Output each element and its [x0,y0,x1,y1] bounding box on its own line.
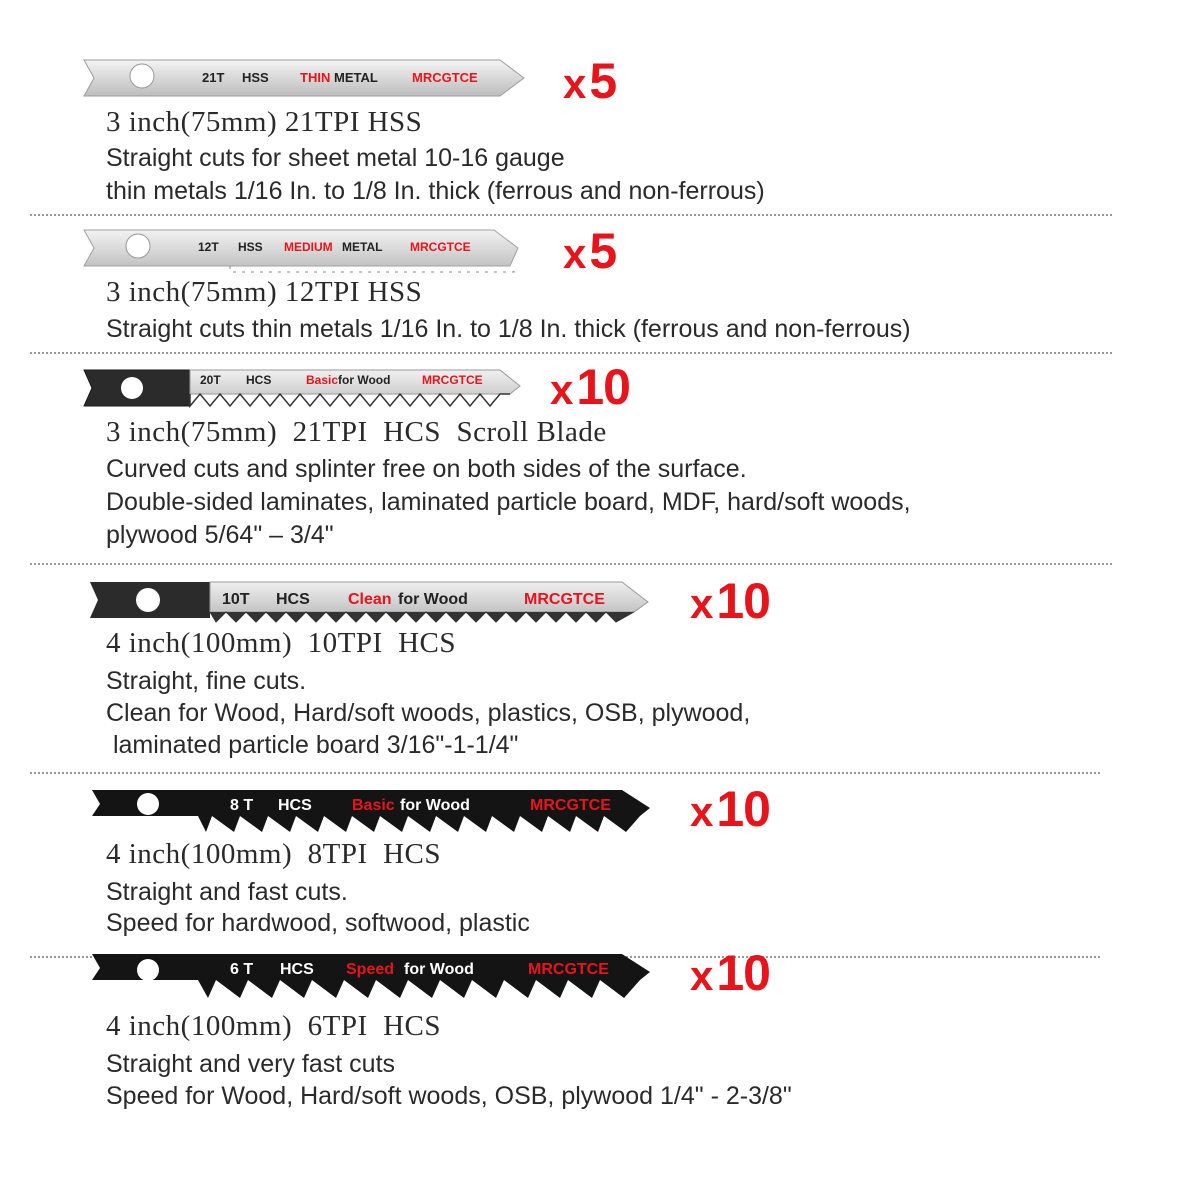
section-divider [30,352,1112,354]
blade-brand-label: MRCGTCE [530,797,611,814]
blade-material-label: HCS [278,797,312,814]
blade-use-highlight: Speed [346,961,395,978]
blade-description-line: Straight, fine cuts. [106,667,307,695]
blade-teeth-label: 8 T [230,797,254,814]
blade-use-rest: for Wood [338,373,391,387]
quantity-badge [690,781,770,837]
quantity-badge [563,53,617,109]
blade-use-rest: METAL [334,70,378,85]
blade-use-rest: METAL [342,240,383,254]
blade-use-highlight: Clean [348,591,392,608]
blade-teeth-label: 10T [222,591,250,608]
blade-use-rest: for Wood [398,591,468,608]
blade-material-label: HCS [246,373,272,387]
blade-description-line: laminated particle board 3/16"-1-1/4" [106,731,519,759]
blade-use-highlight: MEDIUM [284,240,333,254]
blade-teeth-label: 12T [198,240,219,254]
qty-value: 5 [589,223,617,279]
blade-use-rest: for Wood [404,961,474,978]
qty-x: x [550,366,573,413]
blade-description-line: Straight and very fast cuts [106,1050,396,1078]
blade-description-line: thin metals 1/16 In. to 1/8 In. thick (ferrous and non-ferrous) [106,177,765,205]
blade-title: 3 inch(75mm) 21TPI HCS Scroll Blade [106,416,607,448]
blade-image-3 [80,366,530,410]
blade-brand-label: MRCGTCE [524,591,605,608]
section-divider [30,772,1100,774]
blade-material-label: HSS [242,70,269,85]
qty-x: x [563,60,586,107]
qty-x: x [563,230,586,277]
blade-teeth-label: 20T [200,373,221,387]
blade-image-4 [86,578,656,626]
blade-description-line: Speed for hardwood, softwood, plastic [106,909,530,937]
qty-x: x [690,580,713,627]
blade-description-line: Speed for Wood, Hard/soft woods, OSB, plywood 1/4" - 2-3/8" [106,1082,792,1110]
blade-material-label: HCS [276,591,310,608]
blade-teeth-label: 6 T [230,961,254,978]
blade-title: 4 inch(100mm) 6TPI HCS [106,1010,442,1042]
qty-value: 10 [716,945,770,1001]
blade-title: 3 inch(75mm) 12TPI HSS [106,276,423,308]
quantity-badge [690,573,770,629]
blade-material-label: HCS [280,961,314,978]
quantity-badge [550,359,630,415]
blade-description-line: Curved cuts and splinter free on both sides of the surface. [106,455,747,483]
qty-x: x [690,788,713,835]
blade-image-1 [80,56,530,100]
blade-use-highlight: Basic [352,797,395,814]
blade-brand-label: MRCGTCE [412,70,478,85]
qty-x: x [690,952,713,999]
blade-use-rest: for Wood [400,797,470,814]
qty-value: 10 [716,573,770,629]
blade-use-highlight: Basic [306,373,339,387]
blade-title: 4 inch(100mm) 8TPI HCS [106,838,442,870]
blade-image-6 [88,950,658,1002]
blade-title: 3 inch(75mm) 21TPI HSS [106,106,423,138]
blade-material-label: HSS [238,240,263,254]
blade-image-5 [88,786,658,836]
blade-brand-label: MRCGTCE [422,373,483,387]
blade-description-line: plywood 5/64" – 3/4" [106,521,334,549]
quantity-badge [690,945,770,1001]
blade-teeth-label: 21T [202,70,225,85]
blade-title: 4 inch(100mm) 10TPI HCS [106,627,457,659]
blade-description-line: Double-sided laminates, laminated particle board, MDF, hard/soft woods, [106,488,911,516]
blade-description-line: Straight cuts thin metals 1/16 In. to 1/8 In. thick (ferrous and non-ferrous) [106,315,911,343]
blade-image-2 [80,226,530,274]
blade-description-line: Straight cuts for sheet metal 10-16 gauge [106,144,565,172]
section-divider [30,214,1112,216]
blade-use-highlight: THIN [300,70,331,85]
blade-description-line: Straight and fast cuts. [106,878,348,906]
blade-brand-label: MRCGTCE [410,240,471,254]
blade-brand-label: MRCGTCE [528,961,609,978]
section-divider [30,563,1112,565]
quantity-badge [563,223,617,279]
qty-value: 10 [716,781,770,837]
blade-description-line: Clean for Wood, Hard/soft woods, plastics, OSB, plywood, [106,699,751,727]
qty-value: 10 [576,359,630,415]
qty-value: 5 [589,53,617,109]
